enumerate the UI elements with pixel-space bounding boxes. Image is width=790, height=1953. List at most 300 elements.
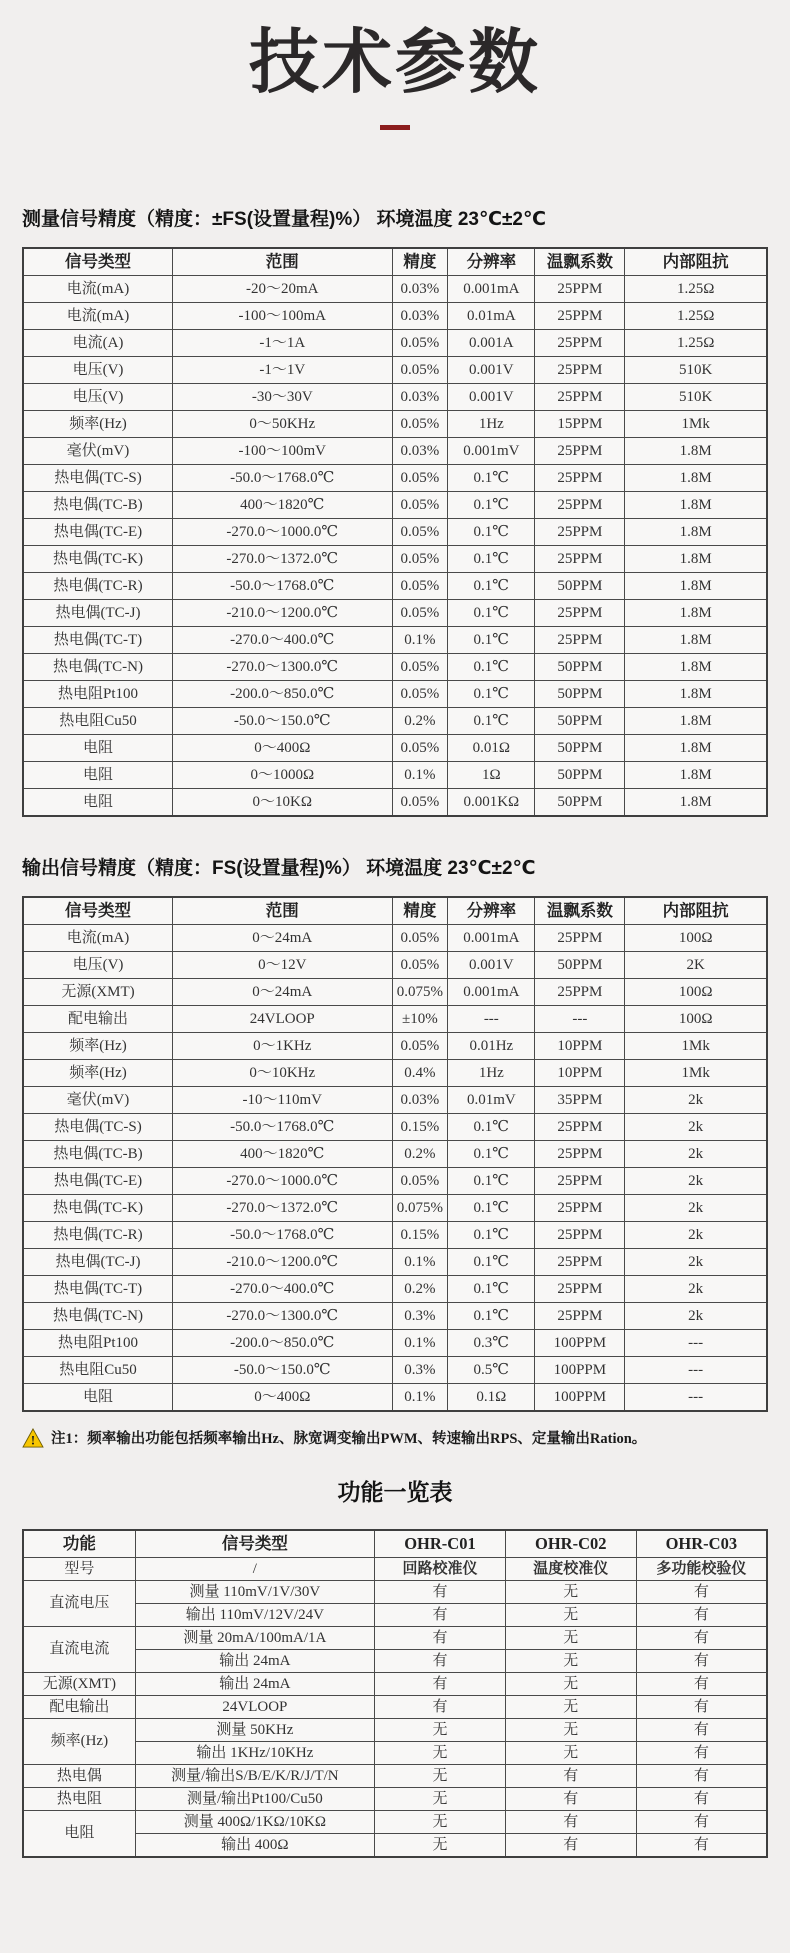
table-cell: 无: [505, 1696, 636, 1719]
svg-text:!: !: [30, 1432, 36, 1447]
table-cell: 0.03%: [392, 384, 448, 411]
table-cell: 电流(A): [23, 330, 173, 357]
table-cell: 无: [505, 1719, 636, 1742]
table-cell: 50PPM: [535, 762, 625, 789]
table-cell: 热电阻Pt100: [23, 681, 173, 708]
table-cell: 0.05%: [392, 925, 448, 952]
table-cell: 1Mk: [625, 1060, 767, 1087]
table-cell: 毫伏(mV): [23, 1087, 173, 1114]
table-cell: -270.0～1372.0℃: [173, 1195, 392, 1222]
table-cell: -10～110mV: [173, 1087, 392, 1114]
table-row: [23, 1276, 767, 1303]
table-cell: 0～50KHz: [173, 411, 392, 438]
table-cell: 热电偶(TC-K): [23, 1195, 173, 1222]
table-cell: 热电偶(TC-B): [23, 1141, 173, 1168]
table-cell: 0.05%: [392, 952, 448, 979]
table-cell: 配电输出: [23, 1006, 173, 1033]
table-cell: 0.001V: [448, 952, 535, 979]
table-cell: 50PPM: [535, 952, 625, 979]
table-row: [23, 925, 767, 952]
table-cell: 输出 110mV/12V/24V: [135, 1604, 374, 1627]
table-cell: 0.1℃: [448, 681, 535, 708]
table-cell: 400～1820℃: [173, 492, 392, 519]
table-cell: 100PPM: [535, 1357, 625, 1384]
table-cell: 0～24mA: [173, 979, 392, 1006]
table-cell: 0.15%: [392, 1222, 448, 1249]
table-cell: 2k: [625, 1276, 767, 1303]
table-row: [23, 735, 767, 762]
table-row: [23, 1627, 767, 1650]
table-cell: 25PPM: [535, 1249, 625, 1276]
table-cell: 电阻: [23, 789, 173, 817]
table-cell: 1.8M: [625, 789, 767, 817]
table-cell: 25PPM: [535, 925, 625, 952]
table-cell: -200.0～850.0℃: [173, 1330, 392, 1357]
function-group-cell: 热电偶: [23, 1765, 135, 1788]
table-cell: 0～400Ω: [173, 735, 392, 762]
table-cell: 25PPM: [535, 1276, 625, 1303]
table-cell: 0.01Ω: [448, 735, 535, 762]
table-cell: 24VLOOP: [173, 1006, 392, 1033]
function-group-cell: 热电阻: [23, 1788, 135, 1811]
table-cell: 频率(Hz): [23, 1033, 173, 1060]
table-cell: 1Hz: [448, 411, 535, 438]
table-row: [23, 1357, 767, 1384]
table-cell: 无源(XMT): [23, 979, 173, 1006]
table-cell: ---: [625, 1384, 767, 1412]
table-cell: /: [135, 1558, 374, 1581]
table-cell: 1Ω: [448, 762, 535, 789]
header-row: [23, 1530, 767, 1558]
table-cell: 0.1℃: [448, 1195, 535, 1222]
table-cell: 0.1℃: [448, 1222, 535, 1249]
table-cell: 电压(V): [23, 384, 173, 411]
table-cell: 0.001mV: [448, 438, 535, 465]
table-row: [23, 1249, 767, 1276]
table-cell: 10PPM: [535, 1060, 625, 1087]
table-row: [23, 1558, 767, 1581]
table-cell: 0.2%: [392, 1141, 448, 1168]
table-cell: 电流(mA): [23, 276, 173, 303]
table-cell: 15PPM: [535, 411, 625, 438]
table-cell: -200.0～850.0℃: [173, 681, 392, 708]
table-cell: 25PPM: [535, 979, 625, 1006]
table-row: [23, 1650, 767, 1673]
table-cell: 0.1%: [392, 1249, 448, 1276]
table-cell: 多功能校验仪: [636, 1558, 767, 1581]
table-cell: 有: [505, 1834, 636, 1858]
table-cell: 有: [636, 1650, 767, 1673]
table-cell: 2k: [625, 1087, 767, 1114]
table-cell: 有: [636, 1719, 767, 1742]
table-row: [23, 1581, 767, 1604]
table-cell: 0.05%: [392, 546, 448, 573]
table-cell: 2k: [625, 1168, 767, 1195]
table-cell: 测量 50KHz: [135, 1719, 374, 1742]
table-cell: 25PPM: [535, 465, 625, 492]
table-row: [23, 627, 767, 654]
table-row: [23, 708, 767, 735]
table-cell: 50PPM: [535, 708, 625, 735]
table-cell: 0.075%: [392, 979, 448, 1006]
table-cell: 1.8M: [625, 438, 767, 465]
column-header: 信号类型: [23, 897, 173, 925]
table-cell: 热电偶(TC-N): [23, 654, 173, 681]
table-row: [23, 546, 767, 573]
table-cell: 热电偶(TC-N): [23, 1303, 173, 1330]
table-cell: 0.1℃: [448, 1276, 535, 1303]
table-cell: 电压(V): [23, 357, 173, 384]
table-cell: 电阻: [23, 762, 173, 789]
column-header: OHR-C03: [636, 1530, 767, 1558]
table-cell: 0.001mA: [448, 276, 535, 303]
table-cell: 电流(mA): [23, 303, 173, 330]
table-cell: 0.03%: [392, 438, 448, 465]
table-cell: 输出 400Ω: [135, 1834, 374, 1858]
function-table-heading: 功能一览表: [337, 1479, 453, 1505]
table-cell: -20～20mA: [173, 276, 392, 303]
table-cell: 热电偶(TC-S): [23, 1114, 173, 1141]
table-cell: 1.25Ω: [625, 276, 767, 303]
table-cell: 0.1℃: [448, 519, 535, 546]
table-cell: 热电偶(TC-T): [23, 1276, 173, 1303]
table-cell: 1Mk: [625, 1033, 767, 1060]
table-row: [23, 1788, 767, 1811]
table-cell: 35PPM: [535, 1087, 625, 1114]
table-cell: 0.2%: [392, 708, 448, 735]
table-cell: 25PPM: [535, 1114, 625, 1141]
table-cell: 1.8M: [625, 600, 767, 627]
table-cell: 25PPM: [535, 600, 625, 627]
table-cell: 1.8M: [625, 654, 767, 681]
table-cell: 有: [505, 1765, 636, 1788]
table-cell: 热电阻Cu50: [23, 1357, 173, 1384]
table-cell: 热电偶(TC-R): [23, 573, 173, 600]
table-cell: -270.0～1000.0℃: [173, 1168, 392, 1195]
table-cell: 测量 400Ω/1KΩ/10KΩ: [135, 1811, 374, 1834]
table-row: [23, 600, 767, 627]
table-row: [23, 384, 767, 411]
note-1: [22, 1427, 768, 1448]
table-cell: 测量/输出S/B/E/K/R/J/T/N: [135, 1765, 374, 1788]
table-cell: 测量/输出Pt100/Cu50: [135, 1788, 374, 1811]
table-cell: 毫伏(mV): [23, 438, 173, 465]
table-cell: 0.1%: [392, 1384, 448, 1412]
function-group-cell: 型号: [23, 1558, 135, 1581]
table-cell: 0.01Hz: [448, 1033, 535, 1060]
table-cell: -270.0～400.0℃: [173, 1276, 392, 1303]
table-cell: 无: [505, 1581, 636, 1604]
table-cell: 0.1℃: [448, 546, 535, 573]
table-cell: 输出 24mA: [135, 1673, 374, 1696]
table-cell: 频率(Hz): [23, 1060, 173, 1087]
table-row: [23, 1673, 767, 1696]
table-cell: -100～100mV: [173, 438, 392, 465]
table-cell: 0.05%: [392, 1168, 448, 1195]
table-cell: 100PPM: [535, 1384, 625, 1412]
title-accent-dash: [380, 125, 410, 130]
column-header: OHR-C02: [505, 1530, 636, 1558]
column-header: OHR-C01: [375, 1530, 506, 1558]
table-cell: 热电偶(TC-S): [23, 465, 173, 492]
table-cell: 0.001V: [448, 357, 535, 384]
table-cell: 0.03%: [392, 1087, 448, 1114]
table-cell: -270.0～1300.0℃: [173, 654, 392, 681]
table-cell: 25PPM: [535, 330, 625, 357]
function-group-cell: 电阻: [23, 1811, 135, 1858]
function-group-cell: 配电输出: [23, 1696, 135, 1719]
table-row: [23, 411, 767, 438]
table-cell: 50PPM: [535, 681, 625, 708]
table-cell: 0.001A: [448, 330, 535, 357]
table-cell: 25PPM: [535, 1222, 625, 1249]
table-row: [23, 1330, 767, 1357]
column-header: 精度: [392, 897, 448, 925]
table-cell: 510K: [625, 357, 767, 384]
table-row: [23, 438, 767, 465]
table-cell: 0～24mA: [173, 925, 392, 952]
column-header: 内部阻抗: [625, 248, 767, 276]
table-row: [23, 1060, 767, 1087]
table-cell: 0.01mA: [448, 303, 535, 330]
table-cell: 25PPM: [535, 627, 625, 654]
table-cell: 有: [636, 1627, 767, 1650]
table-cell: 有: [636, 1581, 767, 1604]
table-cell: 0.1%: [392, 762, 448, 789]
table-cell: 0.1℃: [448, 573, 535, 600]
table-cell: 无: [505, 1742, 636, 1765]
table-cell: 1.8M: [625, 573, 767, 600]
table-cell: 25PPM: [535, 546, 625, 573]
table-cell: 有: [505, 1788, 636, 1811]
function-group-cell: 频率(Hz): [23, 1719, 135, 1765]
table-cell: 频率(Hz): [23, 411, 173, 438]
table-cell: 0.1℃: [448, 654, 535, 681]
table-row: [23, 330, 767, 357]
table-cell: -30～30V: [173, 384, 392, 411]
table-cell: 0～10KΩ: [173, 789, 392, 817]
table-cell: 25PPM: [535, 1141, 625, 1168]
table-cell: 1.8M: [625, 465, 767, 492]
table-cell: 2k: [625, 1195, 767, 1222]
table-cell: 50PPM: [535, 573, 625, 600]
table-cell: 100Ω: [625, 1006, 767, 1033]
column-header: 功能: [23, 1530, 135, 1558]
table-cell: 25PPM: [535, 492, 625, 519]
table-cell: -270.0～400.0℃: [173, 627, 392, 654]
table-cell: 25PPM: [535, 384, 625, 411]
table-cell: -50.0～150.0℃: [173, 1357, 392, 1384]
table-cell: 25PPM: [535, 519, 625, 546]
table-cell: -50.0～1768.0℃: [173, 1222, 392, 1249]
table-cell: 50PPM: [535, 654, 625, 681]
function-group-cell: 无源(XMT): [23, 1673, 135, 1696]
table-cell: -50.0～1768.0℃: [173, 465, 392, 492]
table-cell: 有: [375, 1696, 506, 1719]
table-cell: 无: [505, 1627, 636, 1650]
table-row: [23, 979, 767, 1006]
table-row: [23, 1195, 767, 1222]
table-cell: 0.1℃: [448, 1303, 535, 1330]
function-group-cell: 直流电流: [23, 1627, 135, 1673]
table-cell: ---: [625, 1330, 767, 1357]
table-row: [23, 952, 767, 979]
table-cell: 有: [505, 1811, 636, 1834]
table-cell: 0.1℃: [448, 600, 535, 627]
column-header: 信号类型: [23, 248, 173, 276]
table-cell: 2k: [625, 1114, 767, 1141]
table-cell: -50.0～150.0℃: [173, 708, 392, 735]
table-cell: 热电阻Pt100: [23, 1330, 173, 1357]
table-cell: 回路校准仪: [375, 1558, 506, 1581]
table-cell: 25PPM: [535, 303, 625, 330]
table-cell: -100～100mA: [173, 303, 392, 330]
table-cell: -1～1A: [173, 330, 392, 357]
table-cell: 有: [375, 1581, 506, 1604]
table-cell: 0.1℃: [448, 1168, 535, 1195]
table-cell: 无: [505, 1673, 636, 1696]
table-cell: 2k: [625, 1141, 767, 1168]
table-row: [23, 789, 767, 817]
table-cell: -210.0～1200.0℃: [173, 600, 392, 627]
table-cell: 1.8M: [625, 492, 767, 519]
table-cell: 无: [505, 1604, 636, 1627]
table-cell: -270.0～1000.0℃: [173, 519, 392, 546]
table-cell: 2k: [625, 1222, 767, 1249]
table-row: [23, 1834, 767, 1858]
header-row: [23, 897, 767, 925]
table-cell: -50.0～1768.0℃: [173, 573, 392, 600]
measure-spec-table: [22, 247, 768, 817]
table-cell: 热电偶(TC-J): [23, 1249, 173, 1276]
table-cell: 50PPM: [535, 735, 625, 762]
table-cell: 有: [636, 1742, 767, 1765]
table-cell: 温度校准仪: [505, 1558, 636, 1581]
table-cell: 有: [375, 1673, 506, 1696]
table-cell: 0～12V: [173, 952, 392, 979]
table-cell: 0.001V: [448, 384, 535, 411]
table-cell: -270.0～1300.0℃: [173, 1303, 392, 1330]
table-cell: 0～400Ω: [173, 1384, 392, 1412]
note-text: 注1：频率输出功能包括频率输出Hz、脉宽调变输出PWM、转速输出RPS、定量输出Ration。: [51, 1431, 647, 1447]
table-cell: 无: [375, 1788, 506, 1811]
table-cell: 0.03%: [392, 303, 448, 330]
table-cell: 100Ω: [625, 925, 767, 952]
table-cell: 0～10KHz: [173, 1060, 392, 1087]
table-cell: 热电偶(TC-J): [23, 600, 173, 627]
table-cell: 0.05%: [392, 654, 448, 681]
table-cell: 1.8M: [625, 681, 767, 708]
table-cell: 0.01mV: [448, 1087, 535, 1114]
table-cell: 无: [375, 1719, 506, 1742]
table-cell: ---: [625, 1357, 767, 1384]
warning-icon: [22, 1428, 44, 1448]
table-cell: 0～1KHz: [173, 1033, 392, 1060]
table-cell: 热电偶(TC-K): [23, 546, 173, 573]
table-cell: 0.3%: [392, 1357, 448, 1384]
table-cell: 电阻: [23, 1384, 173, 1412]
table-cell: 电阻: [23, 735, 173, 762]
table-row: [23, 1033, 767, 1060]
table-cell: 无: [375, 1742, 506, 1765]
table-cell: 0.05%: [392, 600, 448, 627]
table-cell: 无: [375, 1834, 506, 1858]
table-cell: -1～1V: [173, 357, 392, 384]
table-cell: 1.8M: [625, 735, 767, 762]
table-cell: 无: [375, 1765, 506, 1788]
table-cell: 0.03%: [392, 276, 448, 303]
table-cell: -210.0～1200.0℃: [173, 1249, 392, 1276]
table-cell: 0.2%: [392, 1276, 448, 1303]
column-header: 内部阻抗: [625, 897, 767, 925]
column-header: 温飘系数: [535, 897, 625, 925]
table-row: [23, 1114, 767, 1141]
output-section-heading: 输出信号精度（精度：FS(设置量程)%） 环境温度 23℃±2℃: [22, 858, 536, 879]
table-cell: 无: [375, 1811, 506, 1834]
table-row: [23, 1742, 767, 1765]
table-cell: 0.1℃: [448, 708, 535, 735]
table-cell: 10PPM: [535, 1033, 625, 1060]
table-cell: 0.001KΩ: [448, 789, 535, 817]
table-cell: 510K: [625, 384, 767, 411]
table-row: [23, 1604, 767, 1627]
table-cell: 50PPM: [535, 789, 625, 817]
table-cell: ---: [535, 1006, 625, 1033]
table-cell: 25PPM: [535, 1168, 625, 1195]
page-title: 技术参数: [249, 23, 541, 101]
table-cell: 热电偶(TC-E): [23, 1168, 173, 1195]
table-cell: 2k: [625, 1303, 767, 1330]
table-cell: 25PPM: [535, 357, 625, 384]
measure-section-heading: 测量信号精度（精度：±FS(设置量程)%） 环境温度 23℃±2℃: [22, 209, 546, 230]
table-row: [23, 1141, 767, 1168]
table-cell: -50.0～1768.0℃: [173, 1114, 392, 1141]
table-cell: 输出 1KHz/10KHz: [135, 1742, 374, 1765]
table-cell: 100Ω: [625, 979, 767, 1006]
table-cell: 1Hz: [448, 1060, 535, 1087]
column-header: 分辨率: [448, 248, 535, 276]
table-cell: 0.05%: [392, 357, 448, 384]
table-cell: 热电偶(TC-R): [23, 1222, 173, 1249]
table-cell: 0.1℃: [448, 465, 535, 492]
table-cell: 0.05%: [392, 411, 448, 438]
table-cell: 0.1Ω: [448, 1384, 535, 1412]
table-row: [23, 654, 767, 681]
column-header: 范围: [173, 897, 392, 925]
table-cell: 有: [636, 1696, 767, 1719]
table-row: [23, 1696, 767, 1719]
table-row: [23, 1222, 767, 1249]
table-row: [23, 492, 767, 519]
table-row: [23, 681, 767, 708]
column-header: 分辨率: [448, 897, 535, 925]
table-row: [23, 1006, 767, 1033]
table-cell: 25PPM: [535, 276, 625, 303]
table-cell: 2K: [625, 952, 767, 979]
table-cell: 电流(mA): [23, 925, 173, 952]
table-row: [23, 1811, 767, 1834]
table-row: [23, 1303, 767, 1330]
table-cell: 100PPM: [535, 1330, 625, 1357]
table-row: [23, 303, 767, 330]
table-cell: 无: [505, 1650, 636, 1673]
table-cell: 有: [636, 1765, 767, 1788]
table-cell: 1.8M: [625, 519, 767, 546]
table-cell: -270.0～1372.0℃: [173, 546, 392, 573]
table-cell: 1.8M: [625, 762, 767, 789]
table-row: [23, 762, 767, 789]
table-cell: 热电偶(TC-E): [23, 519, 173, 546]
